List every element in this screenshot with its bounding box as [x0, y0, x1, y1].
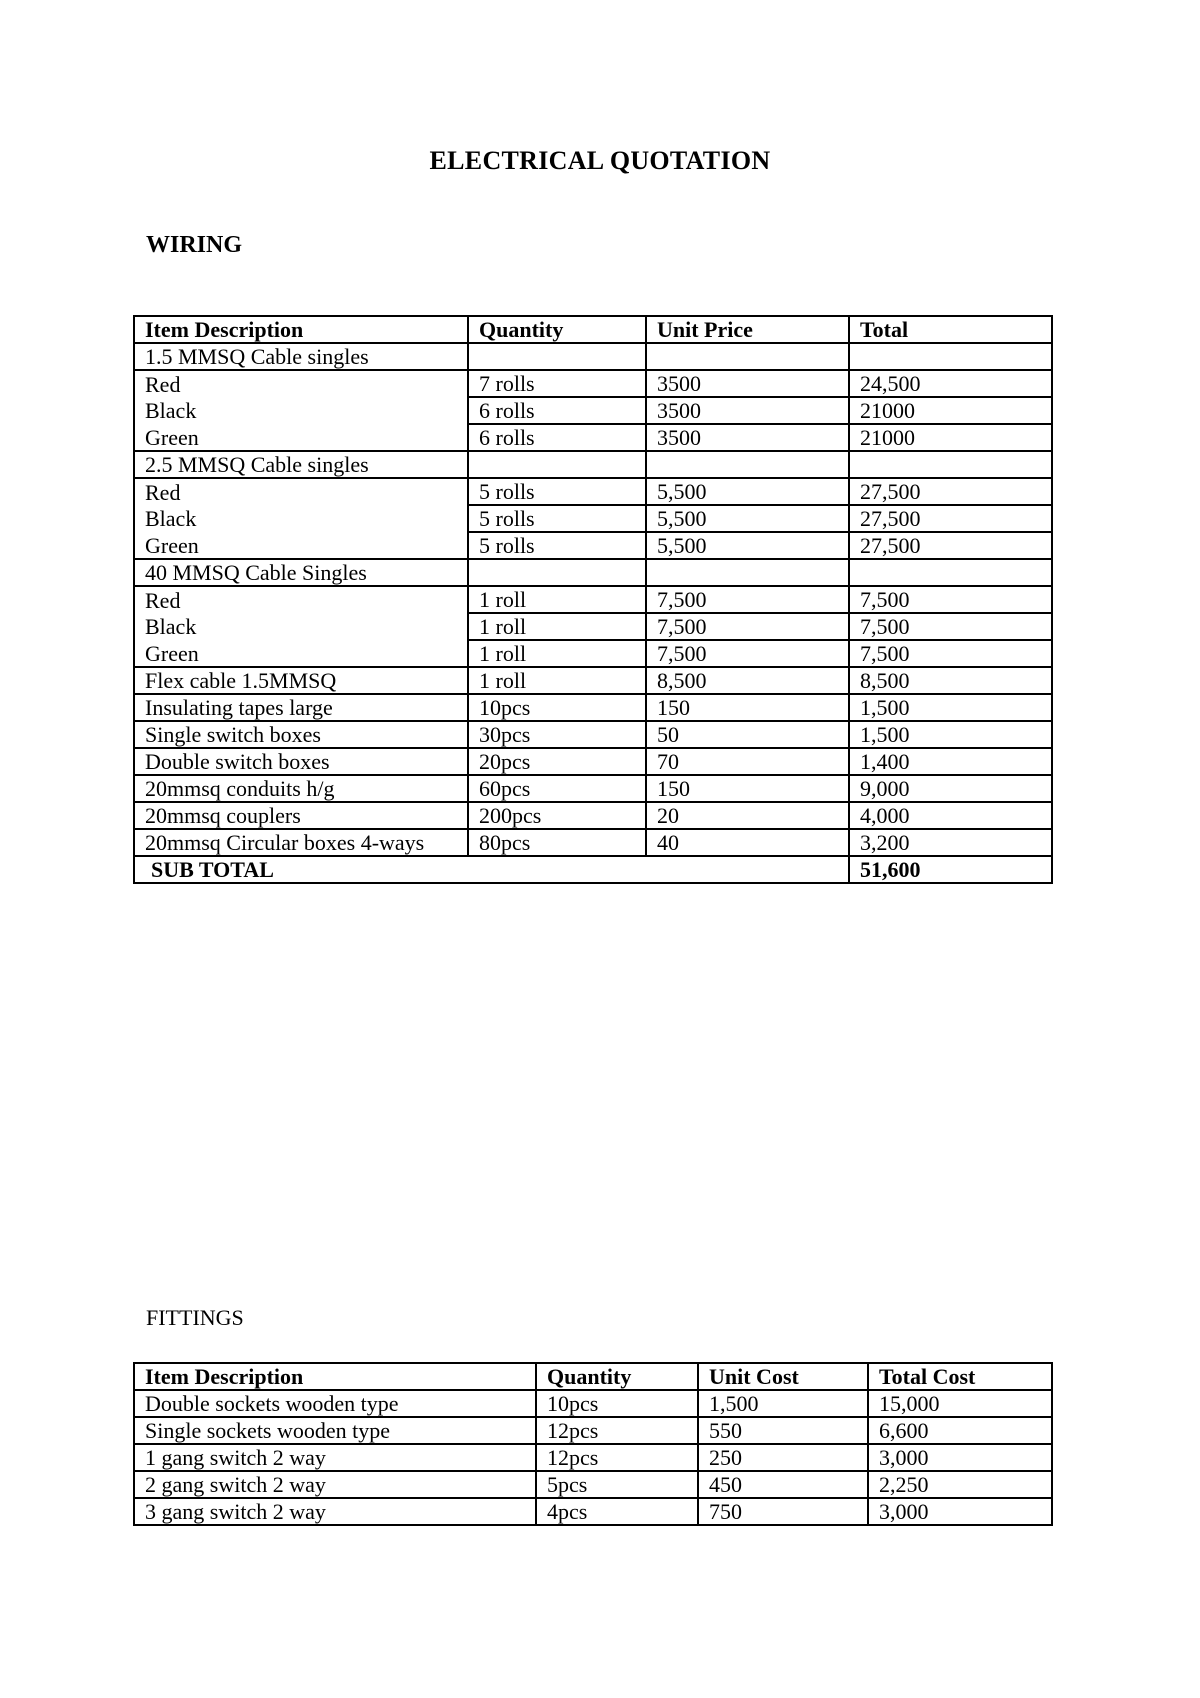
quantity-cell — [468, 451, 646, 478]
table-header-row — [134, 316, 1052, 343]
table-row — [134, 802, 1052, 829]
item-description-cell: 20mmsq conduits h/g — [134, 775, 468, 802]
unit-price-cell: 3500 — [646, 370, 849, 397]
quantity-cell: 12pcs — [536, 1444, 698, 1471]
quantity-cell: 1 roll — [468, 640, 646, 667]
total-cell — [849, 559, 1052, 586]
table-row — [134, 1471, 1052, 1498]
table-row — [134, 829, 1052, 856]
item-description-cell: Green — [134, 532, 468, 559]
table-row — [134, 1444, 1052, 1471]
item-description-cell: Red — [134, 370, 468, 397]
item-description-cell: 1.5 MMSQ Cable singles — [134, 343, 468, 370]
item-description-cell: Double sockets wooden type — [134, 1390, 536, 1417]
item-description-cell: Insulating tapes large — [134, 694, 468, 721]
column-header: Item Description — [134, 1363, 536, 1390]
quantity-cell: 20pcs — [468, 748, 646, 775]
quantity-cell: 1 roll — [468, 667, 646, 694]
unit-price-cell: 7,500 — [646, 640, 849, 667]
quantity-cell — [468, 559, 646, 586]
quantity-cell: 5 rolls — [468, 478, 646, 505]
quantity-cell: 10pcs — [468, 694, 646, 721]
total-cell: 27,500 — [849, 505, 1052, 532]
total-cell — [849, 451, 1052, 478]
total-cell: 1,500 — [849, 694, 1052, 721]
table-row — [134, 343, 1052, 370]
total-cell: 3,200 — [849, 829, 1052, 856]
table-row — [134, 640, 1052, 667]
table-row — [134, 397, 1052, 424]
total-cell: 9,000 — [849, 775, 1052, 802]
unit-price-cell: 550 — [698, 1417, 868, 1444]
item-description-cell: Red — [134, 478, 468, 505]
unit-price-cell: 7,500 — [646, 613, 849, 640]
unit-price-cell — [646, 559, 849, 586]
table-row — [134, 505, 1052, 532]
unit-price-cell: 5,500 — [646, 505, 849, 532]
table-row — [134, 1417, 1052, 1444]
total-cell: 1,500 — [849, 721, 1052, 748]
total-cell: 15,000 — [868, 1390, 1052, 1417]
table-row — [134, 613, 1052, 640]
quantity-cell: 80pcs — [468, 829, 646, 856]
table-row — [134, 559, 1052, 586]
total-cell: 4,000 — [849, 802, 1052, 829]
table-row — [134, 775, 1052, 802]
quantity-cell: 200pcs — [468, 802, 646, 829]
table-row — [134, 532, 1052, 559]
unit-price-cell: 250 — [698, 1444, 868, 1471]
total-cell: 6,600 — [868, 1417, 1052, 1444]
total-cell: 27,500 — [849, 532, 1052, 559]
column-header: Total Cost — [868, 1363, 1052, 1390]
total-cell: 21000 — [849, 397, 1052, 424]
unit-price-cell: 150 — [646, 775, 849, 802]
quantity-cell: 5 rolls — [468, 532, 646, 559]
unit-price-cell: 750 — [698, 1498, 868, 1525]
unit-price-cell: 7,500 — [646, 586, 849, 613]
table-header-row — [134, 1363, 1052, 1390]
unit-price-cell: 5,500 — [646, 532, 849, 559]
column-header: Item Description — [134, 316, 468, 343]
item-description-cell: 2 gang switch 2 way — [134, 1471, 536, 1498]
wiring-table — [133, 315, 1053, 884]
item-description-cell: Single switch boxes — [134, 721, 468, 748]
unit-price-cell: 150 — [646, 694, 849, 721]
item-description-cell: 20mmsq Circular boxes 4-ways — [134, 829, 468, 856]
unit-price-cell: 3500 — [646, 424, 849, 451]
quantity-cell: 6 rolls — [468, 424, 646, 451]
unit-price-cell: 70 — [646, 748, 849, 775]
item-description-cell: 40 MMSQ Cable Singles — [134, 559, 468, 586]
item-description-cell: Red — [134, 586, 468, 613]
quantity-cell: 7 rolls — [468, 370, 646, 397]
item-description-cell: Flex cable 1.5MMSQ — [134, 667, 468, 694]
column-header: Unit Cost — [698, 1363, 868, 1390]
unit-price-cell: 40 — [646, 829, 849, 856]
total-cell — [849, 343, 1052, 370]
quantity-cell: 5pcs — [536, 1471, 698, 1498]
item-description-cell: 3 gang switch 2 way — [134, 1498, 536, 1525]
table-row — [134, 1498, 1052, 1525]
table-row — [134, 451, 1052, 478]
table-row — [134, 748, 1052, 775]
wiring-heading: WIRING — [146, 232, 243, 258]
total-cell: 2,250 — [868, 1471, 1052, 1498]
total-cell: 24,500 — [849, 370, 1052, 397]
table-row — [134, 694, 1052, 721]
unit-price-cell: 20 — [646, 802, 849, 829]
total-cell: 1,400 — [849, 748, 1052, 775]
subtotal-label: SUB TOTAL — [134, 856, 849, 883]
column-header: Quantity — [468, 316, 646, 343]
table-row — [134, 370, 1052, 397]
total-cell: 7,500 — [849, 586, 1052, 613]
item-description-cell: Single sockets wooden type — [134, 1417, 536, 1444]
unit-price-cell — [646, 451, 849, 478]
item-description-cell: Double switch boxes — [134, 748, 468, 775]
item-description-cell: 1 gang switch 2 way — [134, 1444, 536, 1471]
quantity-cell: 60pcs — [468, 775, 646, 802]
total-cell: 21000 — [849, 424, 1052, 451]
table-row — [134, 478, 1052, 505]
quantity-cell: 6 rolls — [468, 397, 646, 424]
item-description-cell: Black — [134, 505, 468, 532]
total-cell: 7,500 — [849, 640, 1052, 667]
column-header: Quantity — [536, 1363, 698, 1390]
quantity-cell — [468, 343, 646, 370]
item-description-cell: 2.5 MMSQ Cable singles — [134, 451, 468, 478]
fittings-table — [133, 1362, 1053, 1526]
item-description-cell: Black — [134, 397, 468, 424]
unit-price-cell: 5,500 — [646, 478, 849, 505]
subtotal-value: 51,600 — [849, 856, 1052, 883]
unit-price-cell — [646, 343, 849, 370]
table-row — [134, 424, 1052, 451]
unit-price-cell: 3500 — [646, 397, 849, 424]
quantity-cell: 1 roll — [468, 613, 646, 640]
total-cell: 7,500 — [849, 613, 1052, 640]
item-description-cell: Green — [134, 424, 468, 451]
column-header: Unit Price — [646, 316, 849, 343]
total-cell: 3,000 — [868, 1444, 1052, 1471]
table-row — [134, 667, 1052, 694]
item-description-cell: Green — [134, 640, 468, 667]
total-cell: 3,000 — [868, 1498, 1052, 1525]
unit-price-cell: 450 — [698, 1471, 868, 1498]
table-row — [134, 1390, 1052, 1417]
column-header: Total — [849, 316, 1052, 343]
item-description-cell: 20mmsq couplers — [134, 802, 468, 829]
table-row — [134, 721, 1052, 748]
page-title: ELECTRICAL QUOTATION — [429, 146, 771, 175]
unit-price-cell: 8,500 — [646, 667, 849, 694]
quantity-cell: 12pcs — [536, 1417, 698, 1444]
quantity-cell: 10pcs — [536, 1390, 698, 1417]
quantity-cell: 5 rolls — [468, 505, 646, 532]
quantity-cell: 1 roll — [468, 586, 646, 613]
total-cell: 8,500 — [849, 667, 1052, 694]
quantity-cell: 4pcs — [536, 1498, 698, 1525]
subtotal-row — [134, 856, 1052, 883]
item-description-cell: Black — [134, 613, 468, 640]
total-cell: 27,500 — [849, 478, 1052, 505]
table-row — [134, 586, 1052, 613]
unit-price-cell: 1,500 — [698, 1390, 868, 1417]
unit-price-cell: 50 — [646, 721, 849, 748]
quantity-cell: 30pcs — [468, 721, 646, 748]
fittings-heading: FITTINGS — [146, 1305, 244, 1330]
